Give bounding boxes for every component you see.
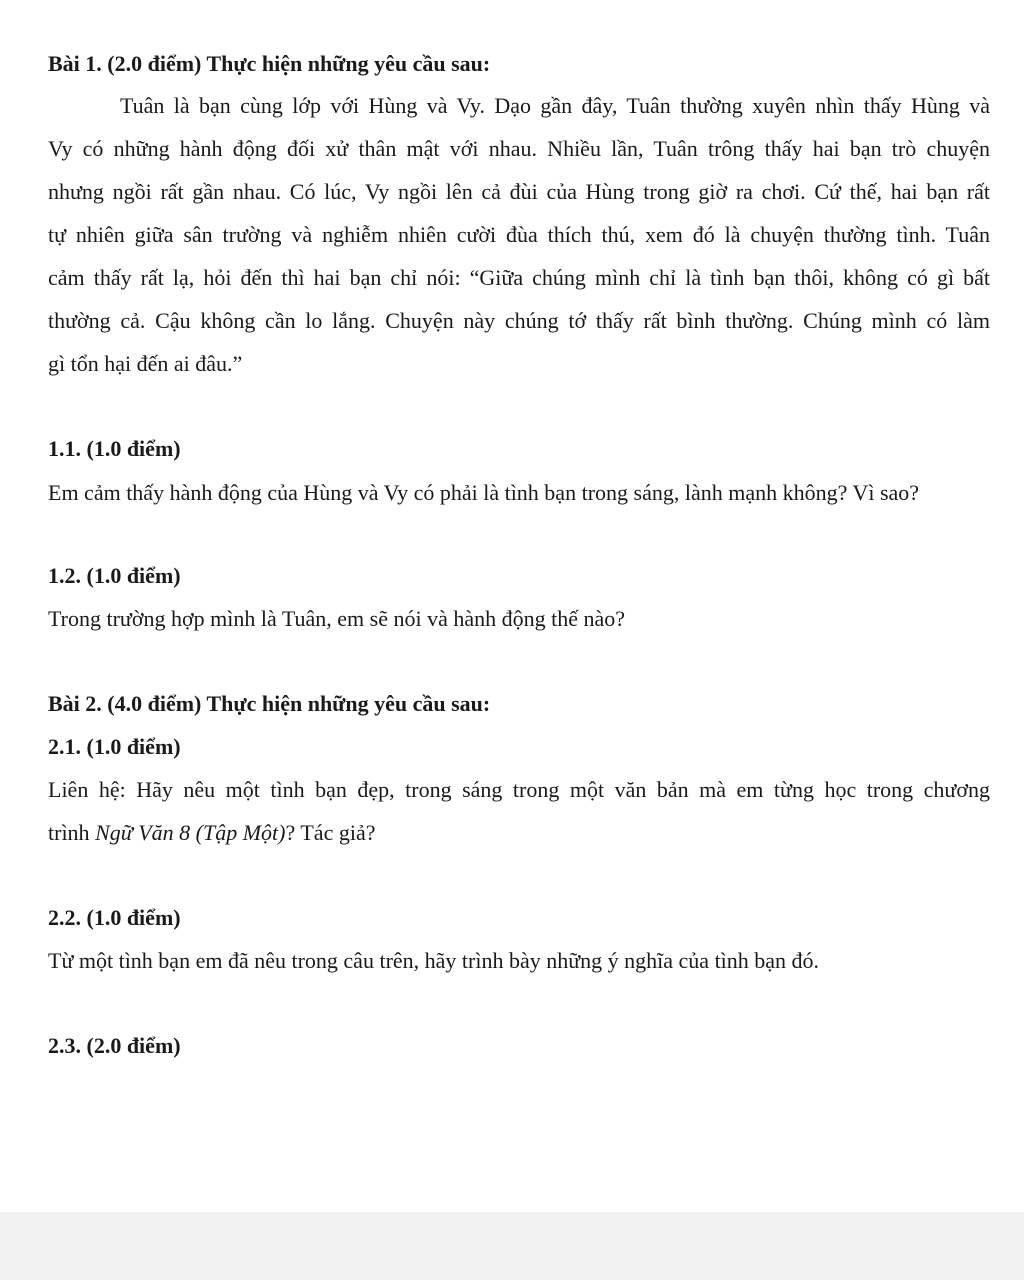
q2-1-line-2-post: ? Tác giả? [285,820,376,845]
bai1-paragraph-line-6: thường cả. Cậu không cần lo lắng. Chuyện này chúng tớ thấy rất bình thường. Chúng mình có làm [48,308,990,333]
q1-2-text: Trong trường hợp mình là Tuân, em sẽ nói và hành động thế nào? [48,606,626,631]
bai2-heading: Bài 2. (4.0 điểm) Thực hiện những yêu cầu sau: [48,691,491,716]
q2-2-text: Từ một tình bạn em đã nêu trong câu trên, hãy trình bày những ý nghĩa của tình bạn đó. [48,948,820,973]
textbook-title: Ngữ Văn 8 (Tập Một) [95,820,286,845]
bai1-paragraph-line-7: gì tổn hại đến ai đâu.” [48,351,243,376]
q2-1-heading: 2.1. (1.0 điểm) [48,734,181,759]
bai1-paragraph-line-5: cảm thấy rất lạ, hỏi đến thì hai bạn chỉ nói: “Giữa chúng mình chỉ là tình bạn thôi, không có gì bất [48,265,990,290]
q1-2-heading: 1.2. (1.0 điểm) [48,563,181,588]
bai1-paragraph-line-2: Vy có những hành động đối xử thân mật với nhau. Nhiều lần, Tuân trông thấy hai bạn trò chuyện [48,136,990,161]
q2-2-heading: 2.2. (1.0 điểm) [48,905,181,930]
bai1-paragraph-line-3: nhưng ngồi rất gần nhau. Có lúc, Vy ngồi lên cả đùi của Hùng trong giờ ra chơi. Cứ thế, hai bạn rất [48,179,990,204]
bai1-paragraph-line-4: tự nhiên giữa sân trường và nghiễm nhiên cười đùa thích thú, xem đó là chuyện thường tình. Tuân [48,222,990,247]
q2-1-line-1: Liên hệ: Hãy nêu một tình bạn đẹp, trong sáng trong một văn bản mà em từng học trong chương [48,777,990,802]
q1-1-text: Em cảm thấy hành động của Hùng và Vy có phải là tình bạn trong sáng, lành mạnh không? Vì sao? [48,480,920,505]
bai1-paragraph-line-1: Tuân là bạn cùng lớp với Hùng và Vy. Dạo gần đây, Tuân thường xuyên nhìn thấy Hùng và [120,93,990,118]
bottom-margin-strip [0,1212,1024,1280]
q1-1-heading: 1.1. (1.0 điểm) [48,436,181,461]
q2-1-line-2 [48,819,375,847]
bai1-heading: Bài 1. (2.0 điểm) Thực hiện những yêu cầu sau: [48,51,491,76]
q2-1-line-2-pre: trình [48,820,96,845]
q2-3-heading: 2.3. (2.0 điểm) [48,1033,181,1058]
